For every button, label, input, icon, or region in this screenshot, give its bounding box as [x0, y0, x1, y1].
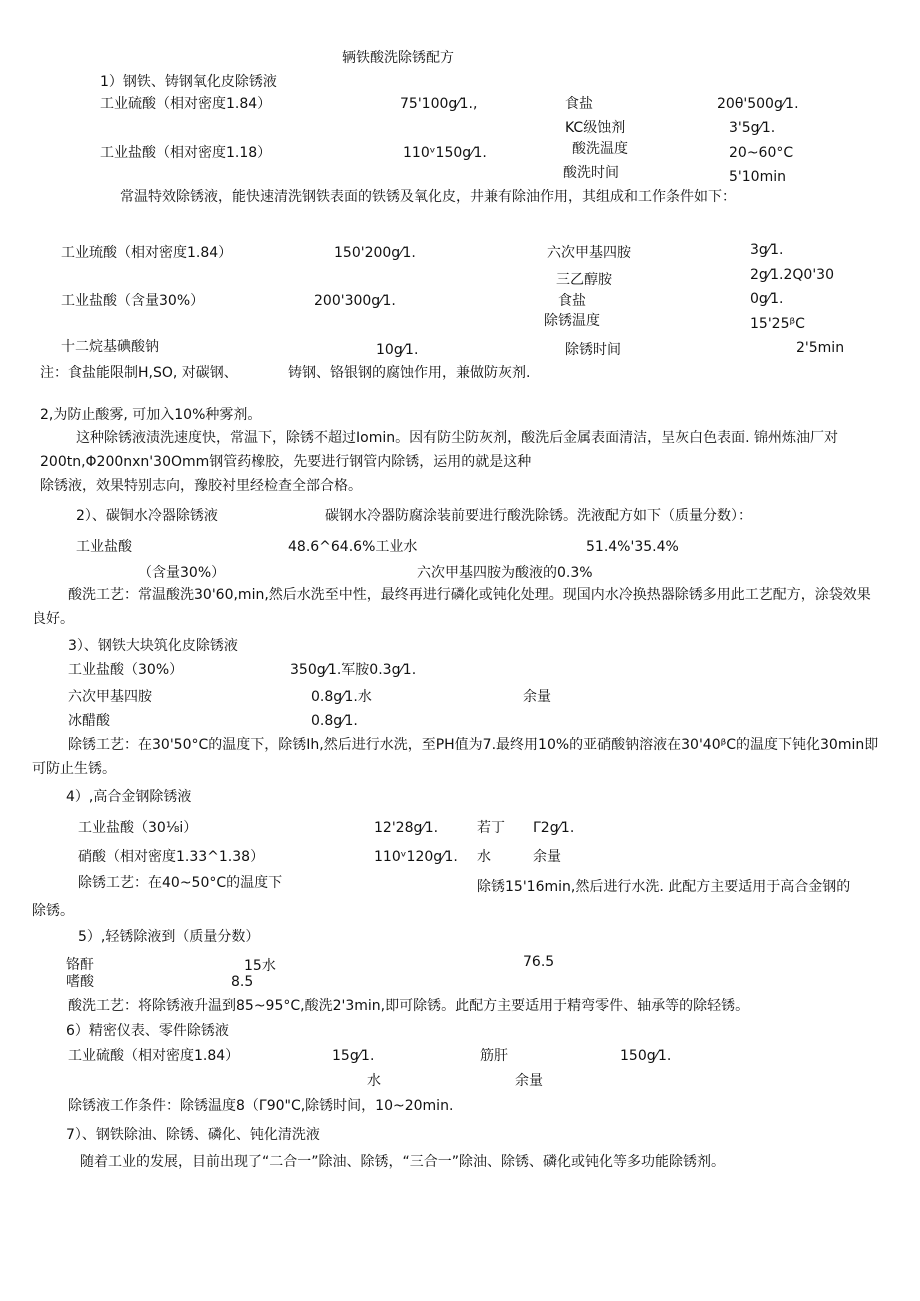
s1-r3-name: 工业盐酸（相对密度1.18） — [100, 145, 272, 161]
section-6-heading: 6）精密仪表、零件除锈液 — [66, 1023, 229, 1039]
s5-r1-amount: 15水 — [244, 958, 276, 974]
s1-r1-amount: 75'100g⁄1., — [400, 96, 478, 112]
s1b-paragraph-end: 除锈液，效果特别志向，豫胶衬里经检查全部合格。 — [40, 478, 362, 494]
s5-r1-amount2: 76.5 — [523, 954, 555, 970]
s3-r1-amount: 350g⁄1.军胺0.3g⁄1. — [290, 662, 417, 678]
section-2-heading: 2）、碳铜水冷器除锈液 — [76, 508, 218, 524]
s2-r2-name: （含量30%） — [138, 565, 226, 581]
s2-r1-name: 工业盐酸 — [76, 539, 132, 555]
s4-r2-amount: 110ᵛ120g⁄1. — [374, 849, 458, 865]
s4-r1-name: 工业盐酸（30⅛i） — [78, 820, 198, 836]
s1b-r1-name: 工业琉酸（相对密度1.84） — [61, 245, 233, 261]
s4-paragraph: 除锈15'16min,然后进行水洗. 此配方主要适用于高合金钢的 — [477, 879, 851, 895]
section-2-note: 碳钢水冷器防腐涂装前要进行酸洗除锈。洗液配方如下（质量分数）： — [325, 508, 752, 524]
s6-r1-name2: 筋肝 — [480, 1048, 508, 1064]
s6-paragraph: 除锈液工作条件：除锈温度8（Γ90"C,除锈时间，10~20min. — [68, 1098, 454, 1114]
s4-r2-amount2: 余量 — [533, 849, 561, 865]
s3-r2-name: 六次甲基四胺 — [68, 689, 152, 705]
s4-cut-text: 除锈工艺：在40~50°C的温度下 — [78, 875, 283, 891]
section-5-heading: 5）,轻锈除液到（质量分数） — [78, 929, 260, 945]
section-4-heading: 4）,高合金钢除锈液 — [66, 789, 192, 805]
s1b-r5-name: 十二烷基碘酸钠 — [61, 339, 159, 355]
s1b-r1-name2: 六次甲基四胺 — [547, 245, 631, 261]
s1b-r3-amount: 200'300g⁄1. — [314, 293, 396, 309]
s5-r1-line — [66, 956, 296, 974]
s1-r4-name2: 酸洗时间 — [563, 165, 619, 181]
s1b-r1-amount: 150'200g⁄1. — [334, 245, 416, 261]
s6-r1-amount2: 150g⁄1. — [620, 1048, 672, 1064]
s1b-r2-name2: 三乙醇胺 — [556, 272, 612, 288]
s6-r1-amount: 15g⁄1. — [332, 1048, 375, 1064]
s4-r2-name2: 水 — [477, 849, 491, 865]
document-title: 辆铁酸洗除锈配方 — [342, 50, 454, 66]
s1b-r3-amount2: 0g⁄1. — [750, 291, 784, 307]
s5-r2-amount: 8.5 — [231, 974, 254, 990]
s1b-r5-amount: 10g⁄1. — [376, 342, 419, 358]
s5-r1-name: 铬酐 — [66, 957, 94, 973]
s1b-note-1b: 铸钢、铬银钢的腐蚀作用，兼做防灰剂. — [288, 365, 531, 381]
s3-r2-amount: 0.8g⁄1.水 — [311, 689, 372, 705]
s1-r4-amount2: 5'10min — [729, 169, 786, 185]
s1-r2-name2: KC级蚀剂 — [565, 120, 626, 136]
s3-paragraph: 除锈工艺：在30'50°C的温度下，除锈Ih,然后进行水洗，至PH值为7.最终用10%的亚硝酸钠溶液在30'40ᵝC的温度下钝化30min即可防止生锈。 — [32, 737, 879, 777]
s1b-r5-amount2: 2'5min — [796, 340, 845, 356]
s1-r3-name2: 酸洗温度 — [572, 141, 628, 157]
s1-r1-name2: 食盐 — [565, 96, 593, 112]
section-3-heading: 3）、钢铁大块筑化皮除锈液 — [68, 638, 238, 654]
s2-r2-note: 六次甲基四胺为酸液的0.3% — [417, 565, 593, 581]
s6-r1-name: 工业硫酸（相对密度1.84） — [68, 1048, 240, 1064]
s1b-paragraph: 这种除锈液渍洗速度快，常温下，除锈不超过Iomin。因有防尘防灰剂，酸洗后金属表面清洁，呈灰白色表面. 锦州炼油厂对200tn,Φ200nxn'30Omm钢管药橡胶，先要进行钢管内除锈，运用的就是这种 — [40, 430, 838, 470]
s4-r1-amount: 12'28g⁄1. — [374, 820, 439, 836]
s4-paragraph-end: 除锈。 — [32, 903, 74, 919]
s1b-r3-name2: 食盐 — [558, 293, 586, 309]
s1b-note-1a: 注：食盐能限制H,SO, 对碳钢、 — [40, 365, 238, 381]
s3-r3-amount: 0.8g⁄1. — [311, 713, 358, 729]
s1-intro: 常温特效除锈液，能快速清洗钢铁表面的铁锈及氧化皮，井兼有除油作用，其组成和工作条件如下： — [120, 189, 736, 205]
s3-r2-amount2: 余量 — [523, 689, 551, 705]
s5-r2-name: 嗜酸 — [66, 974, 94, 990]
s1b-r5-name2: 除锈时间 — [565, 342, 621, 358]
s2-paragraph: 酸洗工艺：常温酸洗30'60,min,然后水洗至中性，最终再进行磷化或钝化处理。现国内水冷换热器除锈多用此工艺配方，涂袋效果良好。 — [32, 587, 871, 627]
s1b-r3-name: 工业盐酸（含量30%） — [61, 293, 205, 309]
s1-r1-amount2: 20θ'500g⁄1. — [717, 96, 799, 112]
s4-r1-amount2: Γ2g⁄1. — [533, 820, 575, 836]
s2-r1-amount2: 51.4%'35.4% — [586, 539, 679, 555]
s6-r2-name: 水 — [367, 1073, 381, 1089]
s1-r1-name: 工业硫酸（相对密度1.84） — [100, 96, 272, 112]
s3-r1-name: 工业盐酸（30%） — [68, 662, 184, 678]
s1-r3-amount: 110ᵛ150g⁄1. — [403, 145, 487, 161]
section-1-heading: 1）钢铁、铸钢氧化皮除锈液 — [100, 74, 277, 90]
s1b-note-2: 2,为防止酸雾, 可加入10%种雾剂。 — [40, 407, 262, 423]
s1-r2-amount2: 3'5g⁄1. — [729, 120, 776, 136]
s4-cut-line — [78, 874, 328, 891]
section-7-heading: 7）、钢铁除油、除锈、磷化、钝化清洗液 — [66, 1127, 320, 1143]
s1b-r2-amount2: 2g⁄1.2Q0'30 — [750, 267, 834, 283]
s7-paragraph: 随着工业的发展，目前出现了“二合一”除油、除锈，“三合一”除油、除锈、磷化或钝化等多功能除锈剂。 — [80, 1154, 726, 1170]
s3-r3-name: 冰醋酸 — [68, 713, 110, 729]
s2-r1-amount: 48.6^64.6%工业水 — [288, 539, 418, 555]
s4-r2-name: 硝酸（相对密度1.33^1.38） — [78, 849, 265, 865]
s5-paragraph: 酸洗工艺：将除锈液升温到85~95°C,酸洗2'3min,即可除锈。此配方主要适用于精弯零件、轴承等的除轻锈。 — [68, 998, 750, 1014]
s6-r2-amount: 余量 — [515, 1073, 543, 1089]
s1-r3-amount2: 20~60°C — [729, 145, 794, 161]
s1b-r4-name2: 除锈温度 — [544, 313, 600, 329]
s4-r1-name2: 若丁 — [477, 820, 505, 836]
s1b-r1-amount2: 3g⁄1. — [750, 242, 784, 258]
s1b-r4-amount2: 15'25ᵝC — [750, 316, 805, 332]
